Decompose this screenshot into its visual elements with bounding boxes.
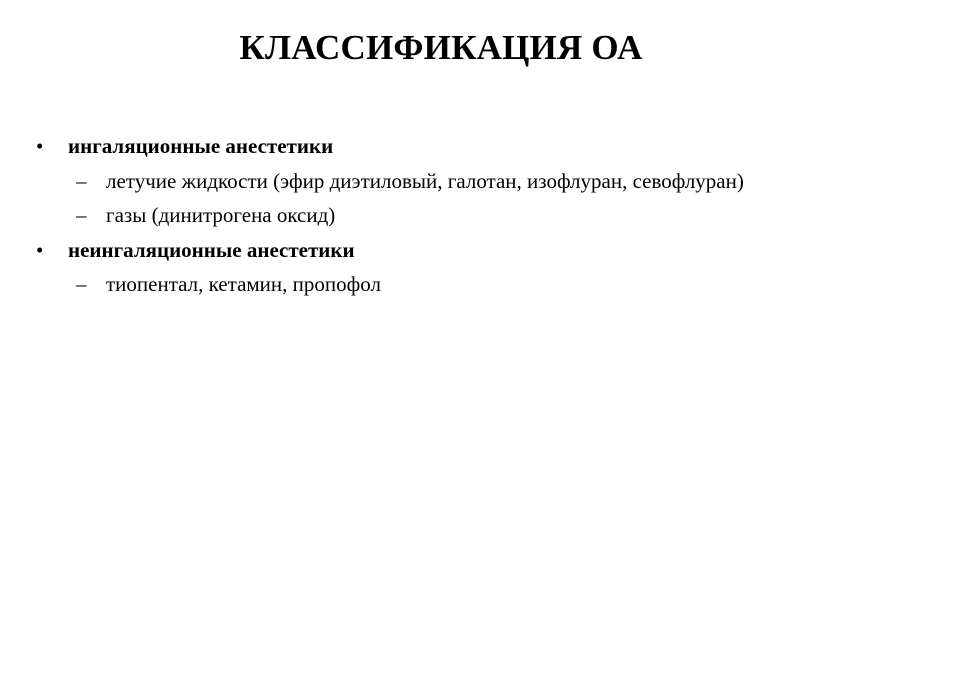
sub-list-item-label: летучие жидкости (эфир диэтиловый, галотан, изофлуран, севофлуран) <box>106 169 744 193</box>
list-item-label: ингаляционные анестетики <box>68 134 334 158</box>
bullet-icon: • <box>36 134 44 158</box>
sub-list-item-label: тиопентал, кетамин, пропофол <box>106 272 381 296</box>
bullet-icon: • <box>36 238 44 262</box>
slide-title: КЛАССИФИКАЦИЯ ОА <box>239 28 643 67</box>
sub-list-item-label: газы (динитрогена оксид) <box>106 203 336 227</box>
dash-icon: – <box>76 203 87 227</box>
list-item-label: неингаляционные анестетики <box>68 238 355 262</box>
dash-icon: – <box>76 272 87 296</box>
dash-icon: – <box>76 169 87 193</box>
